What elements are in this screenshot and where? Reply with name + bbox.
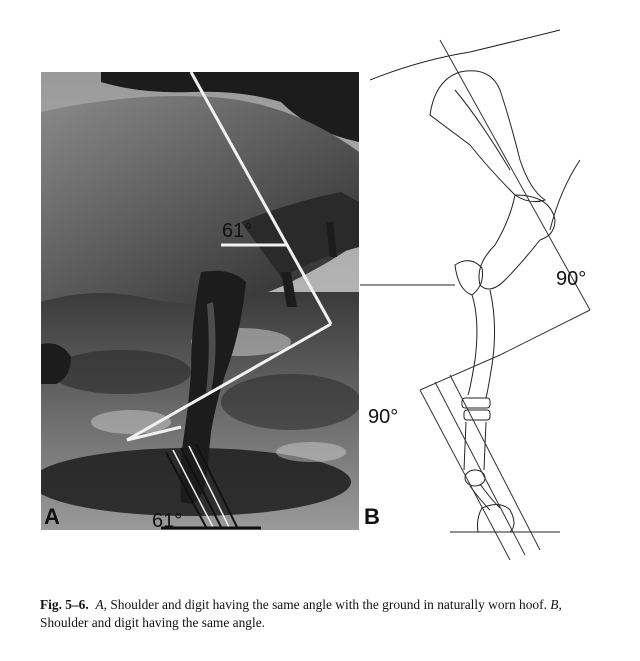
hoof-angle-label: 61° [152,510,183,532]
horse-photograph [41,72,359,530]
caption-text-b: , Shoulder and digit having the same angle. [40,597,562,630]
caption-text-a: , Shoulder and digit having the same angle with the ground in naturally worn hoof. [103,597,547,612]
figure-caption [40,596,600,632]
panel-b-label: B [364,504,380,529]
caption-panel-a: A [95,597,104,612]
caption-panel-b: B [550,597,559,612]
panel-a-label: A [44,504,60,529]
shoulder-angle-label: 61° [222,220,253,242]
leg-bone-drawing [360,20,640,580]
figure-number: Fig. 5–6. [40,597,89,612]
upper-right-angle-label: 90° [556,268,587,290]
angle-construction-lines [420,40,590,560]
lower-right-angle-label: 90° [368,406,399,428]
